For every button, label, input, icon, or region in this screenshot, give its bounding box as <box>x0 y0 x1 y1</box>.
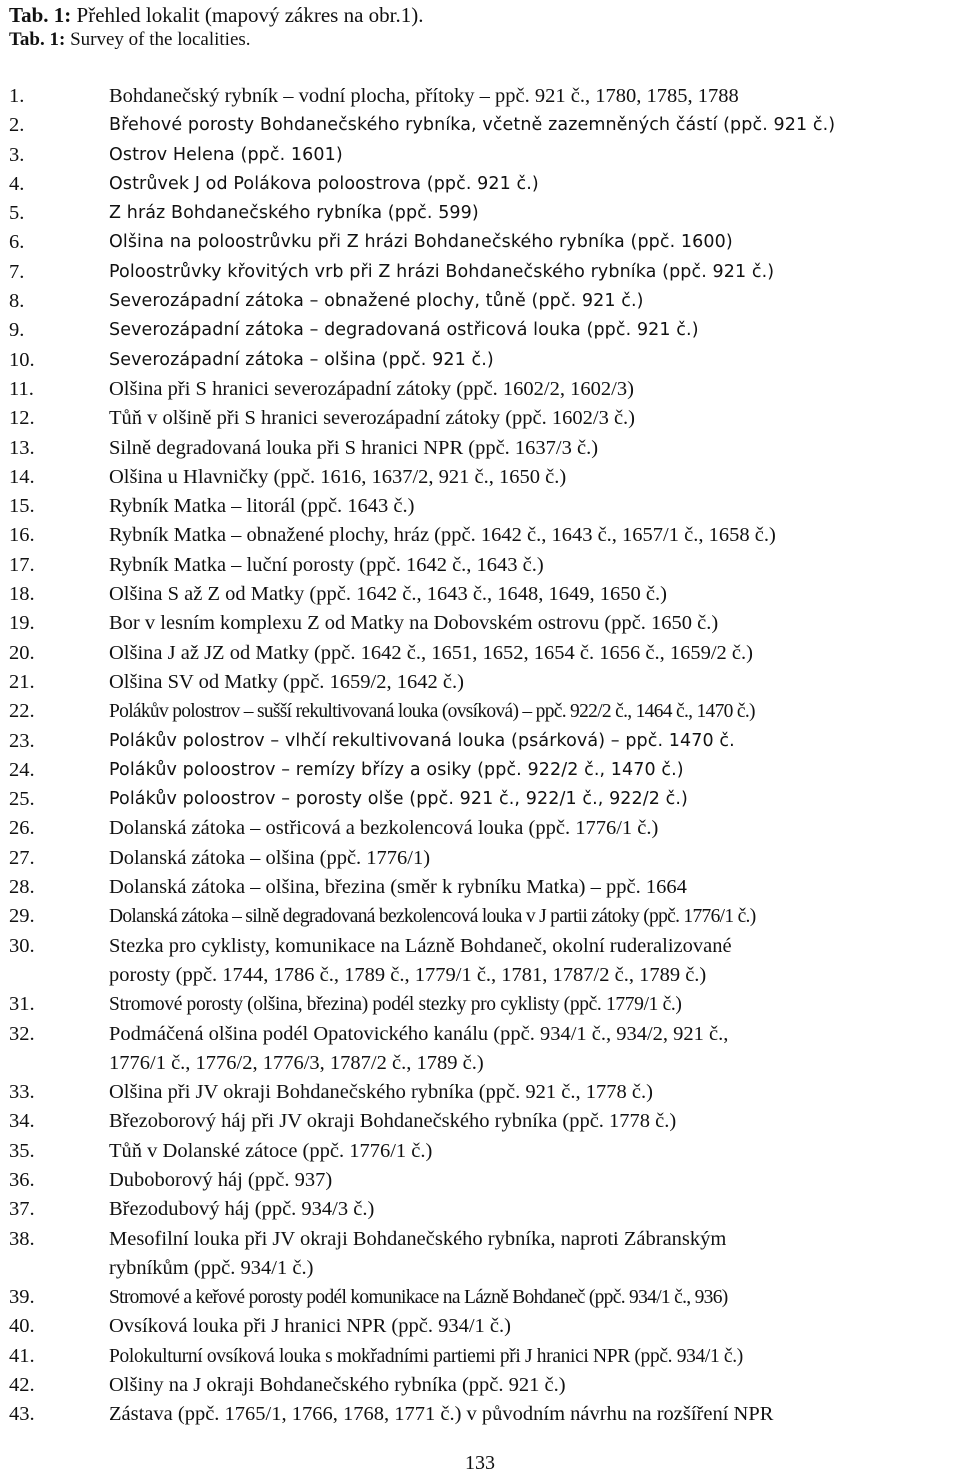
item-text-line: Polokulturní ovsíková louka s mokřadními partiemi při J hranici NPR (ppč. 934/1 č.) <box>109 1345 743 1367</box>
item-text-line: porosty (ppč. 1744, 1786 č., 1789 č., 1779/1 č., 1781, 1787/2 č., 1789 č.) <box>109 963 707 986</box>
item-number: 13. <box>9 436 35 459</box>
item-text <box>109 844 959 873</box>
item-text <box>109 287 959 316</box>
item-number: 37. <box>9 1198 35 1221</box>
item-text-line: Olšina při JV okraji Bohdanečského rybníka (ppč. 921 č., 1778 č.) <box>109 1081 653 1104</box>
list-item <box>0 1195 960 1224</box>
list-item <box>0 434 960 463</box>
item-text <box>109 639 959 668</box>
list-item <box>0 170 960 199</box>
item-text <box>109 1225 959 1284</box>
item-text <box>109 1107 959 1136</box>
item-number: 39. <box>9 1286 35 1309</box>
item-text-line: Z hráz Bohdanečského rybníka (ppč. 599) <box>109 203 479 224</box>
item-text <box>109 580 959 609</box>
item-text <box>109 492 959 521</box>
item-number: 43. <box>9 1403 35 1426</box>
item-text-line: Dolanská zátoka – silně degradovaná bezkolencová louka v J partii zátoky (ppč. 1776/1 č.) <box>109 906 756 928</box>
item-text <box>109 785 959 814</box>
item-text <box>109 375 959 404</box>
item-number: 40. <box>9 1315 35 1338</box>
item-number: 24. <box>9 758 35 781</box>
item-text <box>109 1312 959 1341</box>
list-item <box>0 785 960 814</box>
item-text <box>109 1020 959 1079</box>
item-number: 34. <box>9 1110 35 1133</box>
item-text-line: Polákův polostrov – vlhčí rekultivovaná louka (psárková) – ppč. 1470 č. <box>109 730 735 751</box>
item-text-line: Zástava (ppč. 1765/1, 1766, 1768, 1771 č.) v původním návrhu na rozšíření NPR <box>109 1403 774 1426</box>
list-item <box>0 1400 960 1429</box>
item-number: 27. <box>9 846 35 869</box>
item-text <box>109 170 959 199</box>
item-text-line: Tůň v Dolanské zátoce (ppč. 1776/1 č.) <box>109 1139 433 1162</box>
list-item <box>0 727 960 756</box>
item-text <box>109 228 959 257</box>
item-text <box>109 434 959 463</box>
item-text <box>109 551 959 580</box>
item-text <box>109 727 959 756</box>
item-number: 9. <box>9 319 25 342</box>
item-number: 29. <box>9 905 35 928</box>
item-number: 12. <box>9 407 35 430</box>
item-text-line: Břehové porosty Bohdanečského rybníka, včetně zazemněných částí (ppč. 921 č.) <box>109 115 836 136</box>
caption-text-english: Survey of the localities. <box>65 29 251 50</box>
list-item <box>0 697 960 726</box>
item-text-line: Ostrov Helena (ppč. 1601) <box>109 144 343 165</box>
item-number: 26. <box>9 817 35 840</box>
list-item <box>0 521 960 550</box>
item-text <box>109 1400 959 1429</box>
item-number: 10. <box>9 348 35 371</box>
item-number: 16. <box>9 524 35 547</box>
item-number: 8. <box>9 290 25 313</box>
list-item <box>0 639 960 668</box>
item-text-line: Stromové a keřové porosty podél komunikace na Lázně Bohdaneč (ppč. 934/1 č., 936) <box>109 1287 728 1309</box>
list-item <box>0 551 960 580</box>
item-number: 1. <box>9 85 25 107</box>
list-item <box>0 609 960 638</box>
item-text <box>109 82 959 111</box>
item-number: 7. <box>9 260 25 283</box>
item-text-line: Bohdanečský rybník – vodní plocha, přítoky – ppč. 921 č., 1780, 1785, 1788 <box>109 85 739 107</box>
item-text-line: Olšina J až JZ od Matky (ppč. 1642 č., 1651, 1652, 1654 č. 1656 č., 1659/2 č.) <box>109 641 753 664</box>
list-item <box>0 141 960 170</box>
item-text <box>109 873 959 902</box>
list-item <box>0 463 960 492</box>
list-item <box>0 1078 960 1107</box>
item-text <box>109 111 959 140</box>
item-text-line: Olšina S až Z od Matky (ppč. 1642 č., 1643 č., 1648, 1649, 1650 č.) <box>109 583 667 606</box>
item-text-line: Polákův poloostrov – porosty olše (ppč. 921 č., 922/1 č., 922/2 č.) <box>109 789 688 810</box>
item-number: 30. <box>9 934 35 957</box>
item-number: 3. <box>9 143 25 166</box>
list-item <box>0 228 960 257</box>
list-item <box>0 932 960 991</box>
item-text-line: Poloostrůvky křovitých vrb při Z hrázi Bohdanečského rybníka (ppč. 921 č.) <box>109 261 775 282</box>
list-item <box>0 990 960 1019</box>
list-item <box>0 1107 960 1136</box>
item-text-line: Podmáčená olšina podél Opatovického kanálu (ppč. 934/1 č., 934/2, 921 č., <box>109 1022 729 1045</box>
item-text <box>109 756 959 785</box>
item-text <box>109 463 959 492</box>
item-number: 6. <box>9 231 25 254</box>
item-number: 19. <box>9 612 35 635</box>
list-item <box>0 82 960 111</box>
item-text <box>109 1342 959 1371</box>
list-item <box>0 844 960 873</box>
item-text <box>109 1137 959 1166</box>
item-text <box>109 141 959 170</box>
item-number: 17. <box>9 553 35 576</box>
item-text <box>109 316 959 345</box>
item-text-line: Rybník Matka – luční porosty (ppč. 1642 č., 1643 č.) <box>109 553 544 576</box>
item-text-line: Dolanská zátoka – olšina (ppč. 1776/1) <box>109 846 431 869</box>
list-item <box>0 199 960 228</box>
item-text-line: Bor v lesním komplexu Z od Matky na Dobovském ostrovu (ppč. 1650 č.) <box>109 612 719 635</box>
item-text-line: Dolanská zátoka – ostřicová a bezkolencová louka (ppč. 1776/1 č.) <box>109 817 659 840</box>
item-text <box>109 1283 959 1312</box>
item-text <box>109 697 959 726</box>
item-text-line: Ovsíková louka při J hranici NPR (ppč. 934/1 č.) <box>109 1315 511 1338</box>
item-number: 31. <box>9 993 35 1016</box>
item-text-line: Březodubový háj (ppč. 934/3 č.) <box>109 1198 375 1221</box>
item-text-line: Severozápadní zátoka – degradovaná ostřicová louka (ppč. 921 č.) <box>109 320 699 341</box>
list-item <box>0 1312 960 1341</box>
item-text-line: Rybník Matka – litorál (ppč. 1643 č.) <box>109 495 415 518</box>
item-text <box>109 258 959 287</box>
item-text <box>109 668 959 697</box>
item-text-line: Ostrůvek J od Polákova poloostrova (ppč. 921 č.) <box>109 173 539 194</box>
list-item <box>0 1283 960 1312</box>
item-text-line: Silně degradovaná louka při S hranici NPR (ppč. 1637/3 č.) <box>109 436 599 459</box>
item-text-line: 1776/1 č., 1776/2, 1776/3, 1787/2 č., 1789 č.) <box>109 1051 484 1074</box>
item-number: 15. <box>9 495 35 518</box>
item-text-line: Polákův polostrov – sušší rekultivovaná louka (ovsíková) – ppč. 922/2 č., 1464 č., 1470 č.) <box>109 701 755 723</box>
item-text-line: Severozápadní zátoka – obnažené plochy, tůně (ppč. 921 č.) <box>109 291 644 312</box>
item-number: 35. <box>9 1139 35 1162</box>
item-number: 41. <box>9 1344 35 1367</box>
item-number: 36. <box>9 1168 35 1191</box>
item-text <box>109 932 959 991</box>
item-text-line: Rybník Matka – obnažené plochy, hráz (ppč. 1642 č., 1643 č., 1657/1 č., 1658 č.) <box>109 524 776 547</box>
list-item <box>0 814 960 843</box>
caption-text-czech: Přehled lokalit (mapový zákres na obr.1). <box>71 3 424 27</box>
list-item <box>0 580 960 609</box>
list-item <box>0 1020 960 1079</box>
item-text-line: Březoborový háj při JV okraji Bohdanečského rybníka (ppč. 1778 č.) <box>109 1110 677 1133</box>
item-text-line: Olšina u Hlavničky (ppč. 1616, 1637/2, 921 č., 1650 č.) <box>109 465 567 488</box>
item-text <box>109 346 959 375</box>
item-text-line: Olšiny na J okraji Bohdanečského rybníka (ppč. 921 č.) <box>109 1374 566 1397</box>
caption-label-czech: Tab. 1: <box>9 3 72 27</box>
item-text <box>109 902 959 931</box>
table-caption-english <box>9 29 251 51</box>
item-text-line: Tůň v olšině při S hranici severozápadní zátoky (ppč. 1602/3 č.) <box>109 407 636 430</box>
item-text-line: Severozápadní zátoka – olšina (ppč. 921 č.) <box>109 349 494 370</box>
item-text <box>109 521 959 550</box>
item-text-line: Olšina na poloostrůvku při Z hrázi Bohdanečského rybníka (ppč. 1600) <box>109 232 733 253</box>
item-text-line: Olšina při S hranici severozápadní zátoky (ppč. 1602/2, 1602/3) <box>109 377 634 400</box>
item-number: 23. <box>9 729 35 752</box>
item-text <box>109 814 959 843</box>
item-text <box>109 1195 959 1224</box>
list-item <box>0 316 960 345</box>
caption-label-english: Tab. 1: <box>9 29 66 50</box>
item-text <box>109 609 959 638</box>
list-item <box>0 873 960 902</box>
list-item <box>0 1166 960 1195</box>
item-number: 22. <box>9 700 35 723</box>
item-text <box>109 1371 959 1400</box>
list-item <box>0 492 960 521</box>
item-number: 14. <box>9 465 35 488</box>
item-number: 28. <box>9 876 35 899</box>
item-number: 33. <box>9 1081 35 1104</box>
item-number: 2. <box>9 114 25 137</box>
list-item <box>0 1137 960 1166</box>
list-item <box>0 346 960 375</box>
item-text-line: rybníkům (ppč. 934/1 č.) <box>109 1256 314 1279</box>
list-item <box>0 375 960 404</box>
list-item <box>0 258 960 287</box>
item-number: 5. <box>9 202 25 225</box>
item-number: 20. <box>9 641 35 664</box>
page-number: 133 <box>465 1452 495 1474</box>
table-caption-czech <box>9 4 424 26</box>
list-item <box>0 902 960 931</box>
item-text-line: Stezka pro cyklisty, komunikace na Lázně Bohdaneč, okolní ruderalizované <box>109 934 732 957</box>
list-item <box>0 111 960 140</box>
item-text-line: Polákův poloostrov – remízy břízy a osiky (ppč. 922/2 č., 1470 č.) <box>109 759 684 780</box>
item-number: 38. <box>9 1227 35 1250</box>
item-text-line: Stromové porosty (olšina, březina) podél stezky pro cyklisty (ppč. 1779/1 č.) <box>109 994 682 1016</box>
item-number: 25. <box>9 788 35 811</box>
item-text <box>109 1078 959 1107</box>
list-item <box>0 287 960 316</box>
list-item <box>0 1225 960 1284</box>
item-number: 21. <box>9 670 35 693</box>
item-text-line: Olšina SV od Matky (ppč. 1659/2, 1642 č.) <box>109 670 464 693</box>
item-text-line: Duboborový háj (ppč. 937) <box>109 1168 333 1191</box>
item-text <box>109 1166 959 1195</box>
item-text-line: Mesofilní louka při JV okraji Bohdanečského rybníka, naproti Zábranským <box>109 1227 727 1250</box>
list-item <box>0 1342 960 1371</box>
list-item <box>0 1371 960 1400</box>
list-item <box>0 756 960 785</box>
item-number: 42. <box>9 1374 35 1397</box>
locality-list <box>0 82 960 1430</box>
item-text-line: Dolanská zátoka – olšina, březina (směr k rybníku Matka) – ppč. 1664 <box>109 876 687 899</box>
item-text <box>109 404 959 433</box>
item-text <box>109 199 959 228</box>
item-text <box>109 990 959 1019</box>
item-number: 32. <box>9 1022 35 1045</box>
list-item <box>0 404 960 433</box>
list-item <box>0 668 960 697</box>
item-number: 4. <box>9 172 25 195</box>
item-number: 11. <box>9 377 34 400</box>
item-number: 18. <box>9 583 35 606</box>
